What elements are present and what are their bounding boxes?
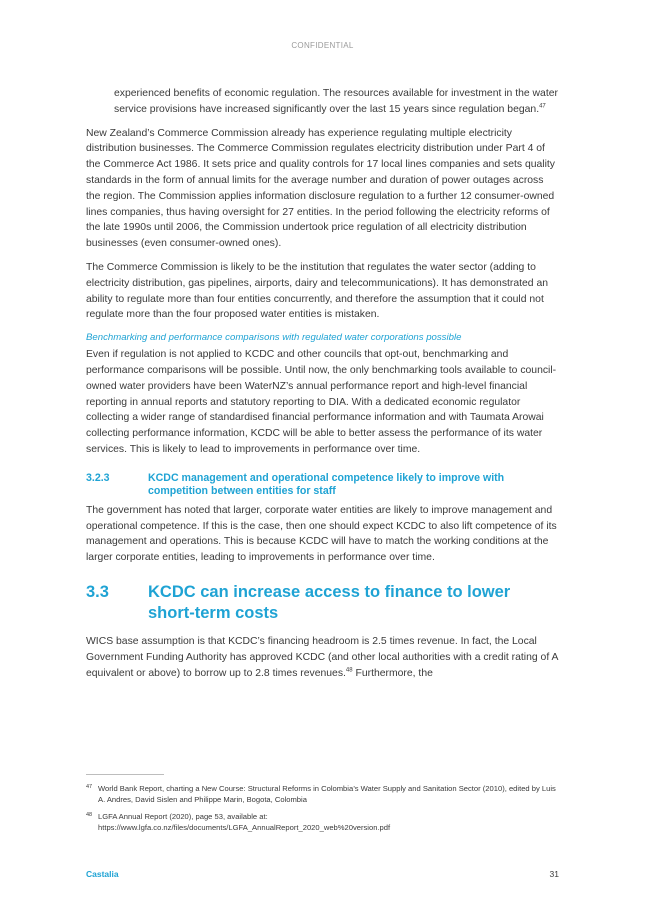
footnotes bbox=[86, 774, 560, 839]
footnote-number: 47 bbox=[86, 784, 93, 790]
page-number: 31 bbox=[549, 869, 559, 879]
quote-text: experienced benefits of economic regulation. The resources available for investment in the water service provisions have increased significantly over the last 15 years since regulation began. bbox=[114, 88, 558, 115]
footnote-text: World Bank Report, charting a New Course: Structural Reforms in Colombia’s Water Supply and Sanitation Sector (2010), edited by Luis A. Andres, David Sislen and Philippe Marin, Bogota, Colombia bbox=[98, 784, 556, 804]
footnote-divider bbox=[86, 774, 164, 775]
section-heading-3-3 bbox=[86, 582, 560, 624]
footnote-text: LGFA Annual Report (2020), page 53, available at: bbox=[98, 812, 268, 821]
paragraph-management-competence: The government has noted that larger, corporate water entities are likely to improve management and operational competence. If this is the case, then one should expect KCDC to also lift competence of its management and operations. This is because KCDC will have to match the working conditions at the larger corporate entities, leading to improvements in performance over time. bbox=[86, 504, 557, 564]
section-heading-3-2-3 bbox=[86, 472, 560, 499]
page-content bbox=[86, 86, 560, 689]
paragraph-benchmarking: Even if regulation is not applied to KCDC and other councils that opt-out, benchmarking and performance comparisons will be possible. Until now, the only benchmarking tools available to council-owned water providers have been WaterNZ’s annual performance report and high-level financial reporting in annual reports and statutory reporting to DIA. With a dedicated economic regulator collecting a wider range of standardised financial performance information and with Taumata Arowai collecting performance information, KCDC will be able to better assess the performance of its water services. This is likely to lead to improvements in performance over time. bbox=[86, 349, 557, 455]
paragraph-financing-headroom bbox=[86, 634, 560, 681]
footnote-48 bbox=[86, 811, 560, 833]
subheading-benchmarking: Benchmarking and performance comparisons with regulated water corporations possible bbox=[86, 332, 462, 344]
footnote-ref-48[interactable]: 48 bbox=[345, 667, 353, 674]
footnote-47 bbox=[86, 783, 560, 805]
footnote-body bbox=[98, 811, 560, 833]
financing-text-tail: Furthermore, the bbox=[352, 667, 433, 679]
section-number: 3.2.3 bbox=[86, 471, 110, 484]
section-title: KCDC can increase access to finance to lower short-term costs bbox=[148, 582, 511, 622]
paragraph-commerce-commission-experience: New Zealand’s Commerce Commission already has experience regulating multiple electricity distribution businesses. The Commerce Commission regulates electricity distribution under Part 4 of the Commerce Act 1986. It sets price and quality controls for 17 local lines companies and sets quality standards in the form of annual limits for the average number and duration of power outages across the region. The Commission applies information disclosure regulation to a further 12 consumer-owned lines companies, thus having oversight for 27 entities. In the period following the electricity reforms of the late 1990s until 2006, the Commission undertook price regulation of all electricity distribution businesses (even consumer-owned ones). bbox=[86, 127, 555, 250]
financing-text: WICS base assumption is that KCDC’s financing headroom is 2.5 times revenue. In fact, the Local Government Funding Authority has approved KCDC (and other local authorities with a credit rating of A equivalent or above) to borrow up to 2.8 times revenues. bbox=[86, 635, 558, 679]
footer-brand: Castalia bbox=[86, 869, 119, 879]
footnote-ref-47[interactable]: 47 bbox=[539, 103, 546, 110]
footnote-url-link[interactable]: https://www.lgfa.co.nz/files/documents/LGFA_AnnualReport_2020_web%20version.pdf bbox=[98, 823, 391, 832]
confidential-header: CONFIDENTIAL bbox=[291, 41, 354, 50]
section-title: KCDC management and operational competence likely to improve with competition between entities for staff bbox=[148, 471, 505, 498]
paragraph-commerce-commission-regulator: The Commerce Commission is likely to be the institution that regulates the water sector (adding to electricity distribution, gas pipelines, airports, dairy and telecommunications). It has demonstrated an ability to regulate more than four entities concurrently, and therefore the assumption that it could not regulate more than the four proposed water entities is mistaken. bbox=[86, 261, 549, 321]
block-quote bbox=[114, 86, 560, 118]
section-number: 3.3 bbox=[86, 582, 109, 601]
footnote-number: 48 bbox=[86, 812, 93, 818]
